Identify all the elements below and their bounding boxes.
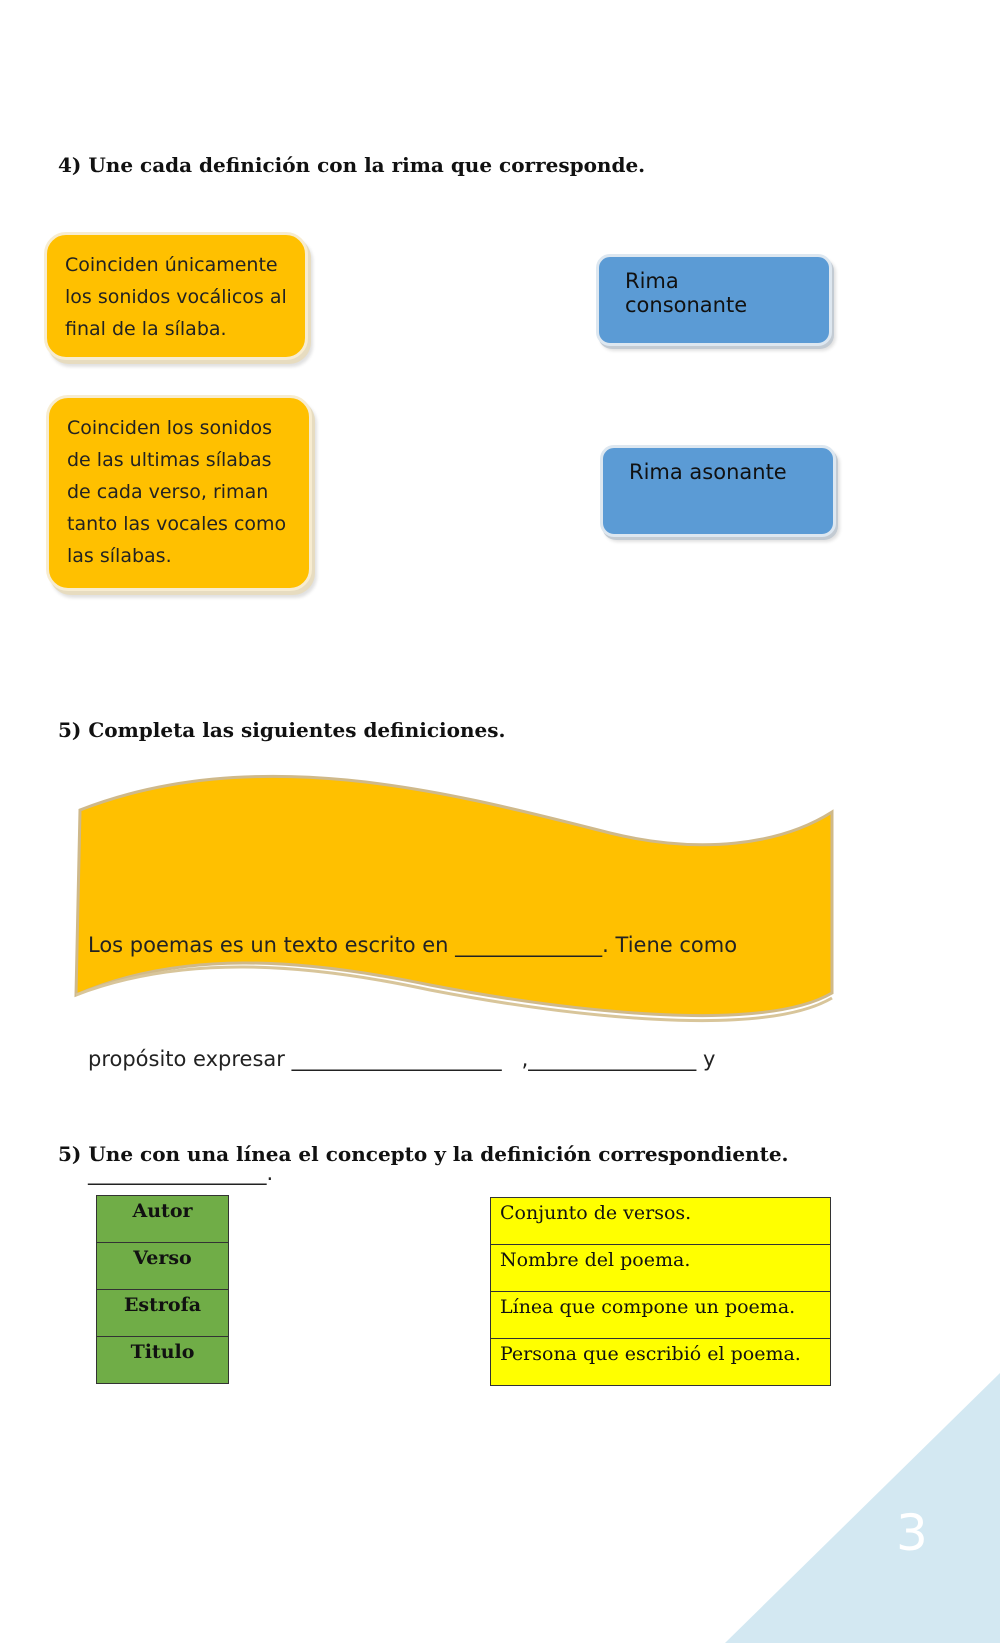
- concept-estrofa[interactable]: Estrofa: [97, 1290, 229, 1337]
- definition-box-2[interactable]: Coinciden los sonidos de las ultimas sílabas de cada verso, riman tanto las vocales como las sílabas.: [46, 395, 312, 591]
- corner-triangle: [700, 1373, 1000, 1643]
- concept-titulo[interactable]: Titulo: [97, 1337, 229, 1384]
- completion-line-2[interactable]: propósito expresar ____________________ ,________________ y: [88, 1047, 716, 1071]
- page-number: 3: [896, 1504, 928, 1562]
- definition-persona[interactable]: Persona que escribió el poema.: [491, 1339, 831, 1386]
- question-4-title: 4) Une cada definición con la rima que corresponde.: [58, 153, 646, 177]
- completion-line-1[interactable]: Los poemas es un texto escrito en ______________. Tiene como: [88, 933, 738, 957]
- definition-nombre[interactable]: Nombre del poema.: [491, 1245, 831, 1292]
- question-5a-title: 5) Completa las siguientes definiciones.: [58, 718, 506, 742]
- definitions-table: [490, 1197, 831, 1386]
- definition-conjunto[interactable]: Conjunto de versos.: [491, 1198, 831, 1245]
- definition-linea[interactable]: Línea que compone un poema.: [491, 1292, 831, 1339]
- concept-autor[interactable]: Autor: [97, 1196, 229, 1243]
- concepts-table: [96, 1195, 229, 1384]
- question-5b-title: 5) Une con una línea el concepto y la definición correspondiente.: [58, 1142, 789, 1166]
- rhyme-box-asonante[interactable]: Rima asonante: [600, 445, 836, 537]
- concept-verso[interactable]: Verso: [97, 1243, 229, 1290]
- completion-line-3[interactable]: _________________.: [88, 1161, 274, 1185]
- rhyme-box-consonante[interactable]: Rima consonante: [596, 254, 832, 346]
- definition-box-1[interactable]: Coinciden únicamente los sonidos vocálicos al final de la sílaba.: [44, 232, 308, 360]
- completion-paragraph: [88, 850, 788, 1230]
